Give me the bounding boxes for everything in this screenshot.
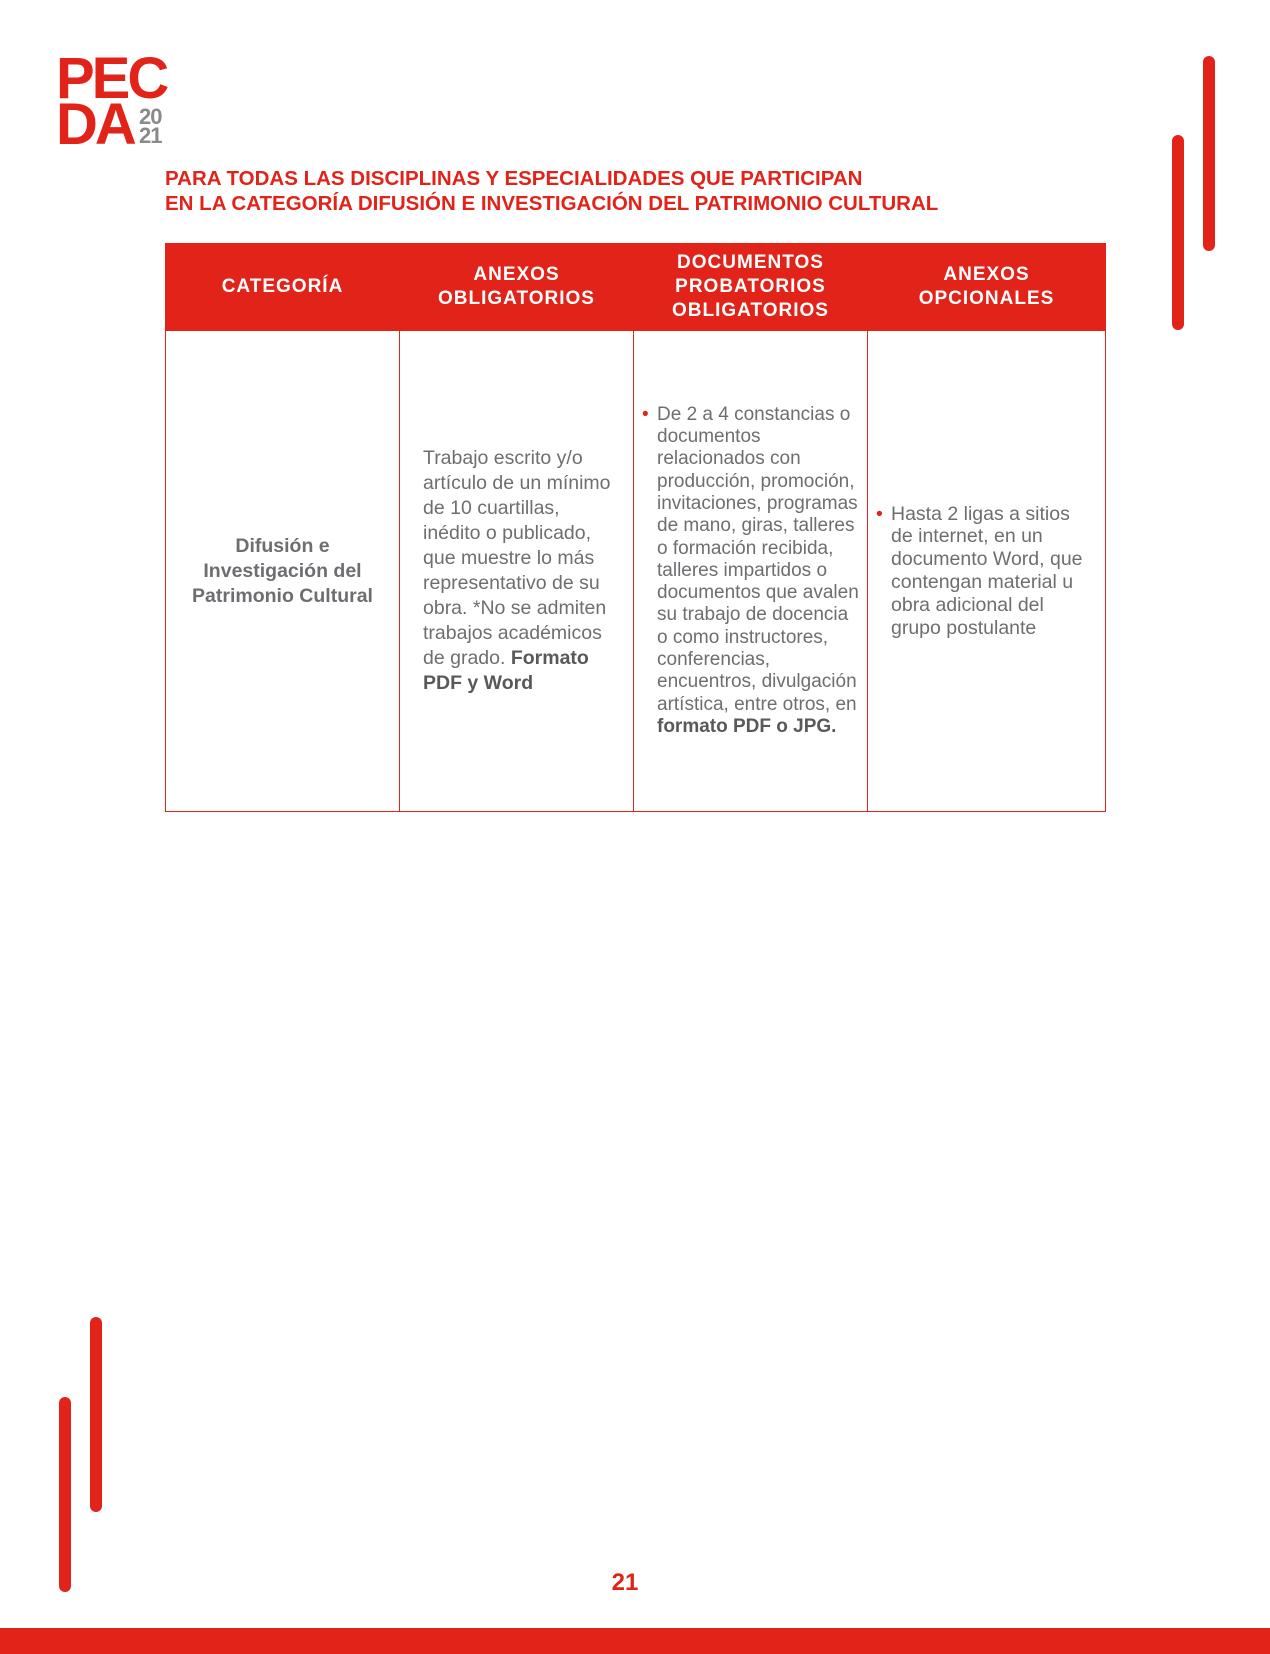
cell-anexos-obligatorios <box>400 331 634 812</box>
logo-year-bottom: 21 <box>139 123 162 148</box>
cell-anexos-opcionales <box>868 331 1106 812</box>
decorative-bar-top-right-1 <box>1203 56 1215 251</box>
anexos-obligatorios-text: Trabajo escrito y/o artículo de un mínimo de 10 cuartillas, inédito o publicado, que muestre lo más representativo de su obra. *No se admiten trabajos académicos de grado. <box>423 447 611 669</box>
decorative-bar-bottom-left-1 <box>90 1317 102 1512</box>
opcionales-list <box>876 503 1095 640</box>
table-header-row <box>166 244 1106 331</box>
section-heading <box>165 166 1165 216</box>
cell-documentos-probatorios <box>634 331 868 812</box>
requirements-table <box>165 243 1106 812</box>
decorative-bar-top-right-2 <box>1172 135 1184 330</box>
table-row <box>166 331 1106 812</box>
list-item <box>642 404 863 738</box>
header-anexos-opcionales: ANEXOS OPCIONALES <box>868 244 1106 331</box>
list-item: • Hasta 2 ligas a sitios de internet, en un documento Word, que contengan material u obra adicional del grupo postulante <box>876 503 1095 640</box>
header-documentos-probatorios: DOCUMENTOS PROBATORIOS OBLIGATORIOS <box>634 244 868 331</box>
cell-categoria: Difusión e Investigación del Patrimonio Cultural <box>166 331 400 812</box>
logo-text-da: DA <box>56 92 134 157</box>
logo-year-top: 20 <box>139 104 162 129</box>
decorative-bar-bottom-left-2 <box>59 1397 71 1592</box>
logo-text-pec: PEC <box>56 46 167 111</box>
footer-band <box>0 1628 1270 1654</box>
page-number: 21 <box>611 1569 639 1596</box>
pecda-logo <box>56 46 176 157</box>
heading-line-2: EN LA CATEGORÍA DIFUSIÓN E INVESTIGACIÓN DEL PATRIMONIO CULTURAL <box>165 192 939 215</box>
header-anexos-obligatorios: ANEXOS OBLIGATORIOS <box>400 244 634 331</box>
documentos-format: formato PDF o JPG. <box>657 715 837 737</box>
header-categoria: CATEGORÍA <box>166 244 400 331</box>
documentos-list <box>642 404 863 738</box>
heading-line-1: PARA TODAS LAS DISCIPLINAS Y ESPECIALIDADES QUE PARTICIPAN <box>165 167 863 190</box>
anexos-obligatorios-format: Formato PDF y Word <box>423 647 589 694</box>
documentos-text: De 2 a 4 constancias o documentos relacionados con producción, promoción, invitaciones, programas de mano, giras, talleres o formación recibida, talleres impartidos o documentos que avalen su trabajo de docencia o como instructores, conferencias, encuentros, divulgación artística, entre otros, en <box>657 403 859 715</box>
